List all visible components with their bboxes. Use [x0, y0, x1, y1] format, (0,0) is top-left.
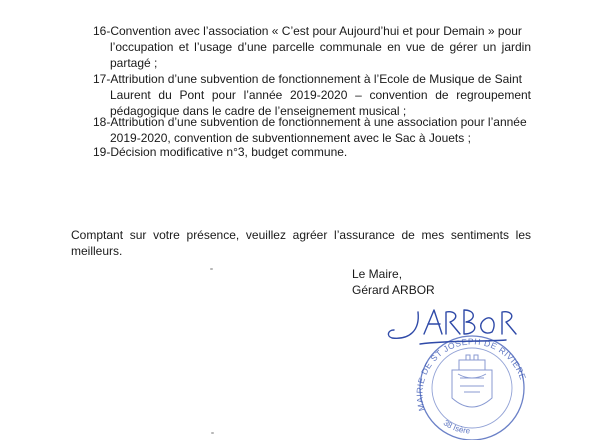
- agenda-item-19: [93, 144, 531, 160]
- signer-role: Le Maire,: [352, 267, 403, 281]
- agenda-item-16: [93, 23, 531, 71]
- agenda-item-18: [93, 114, 531, 146]
- closing-paragraph: Comptant sur votre présence, veuillez agréer l’assurance de mes sentiments les meilleurs.: [71, 228, 531, 258]
- agenda-item-16-continuation: l’occupation et l’usage d’une parcelle communale en vue de gérer un jardin partagé ;: [110, 40, 531, 70]
- agenda-item-19-first-line: 19-Décision modificative n°3, budget commune.: [93, 145, 348, 159]
- signer-name: Gérard ARBOR: [352, 283, 435, 297]
- agenda-item-17: [93, 71, 531, 119]
- seal-bottom-text: 38 Isère: [441, 418, 471, 436]
- agenda-item-16-first-line: 16-Convention avec l’association « C’est pour Aujourd’hui et pour Demain » pour: [93, 24, 522, 38]
- scan-speck: [210, 268, 213, 270]
- agenda-item-18-first-line: 18-Attribution d’une subvention de fonctionnement à une association pour l’année: [93, 115, 527, 129]
- official-seal: [414, 336, 528, 440]
- handwritten-signature: [388, 310, 516, 344]
- agenda-item-17-first-line: 17-Attribution d’une subvention de fonctionnement à l’Ecole de Musique de Saint: [93, 72, 522, 86]
- scan-speck: [211, 432, 214, 434]
- coat-of-arms-icon: [452, 355, 492, 407]
- agenda-item-18-continuation: 2019-2020, convention de subventionnement avec le Sac à Jouets ;: [110, 131, 471, 145]
- mayor-seal-and-signature: [380, 300, 540, 440]
- agenda-item-17-continuation: Laurent du Pont pour l’année 2019-2020 – convention de regroupement pédagogique dans le cadre de l’enseignement musical ;: [110, 88, 531, 118]
- seal-top-text: MAIRIE DE ST JOSEPH DE RIVIERE: [414, 336, 529, 413]
